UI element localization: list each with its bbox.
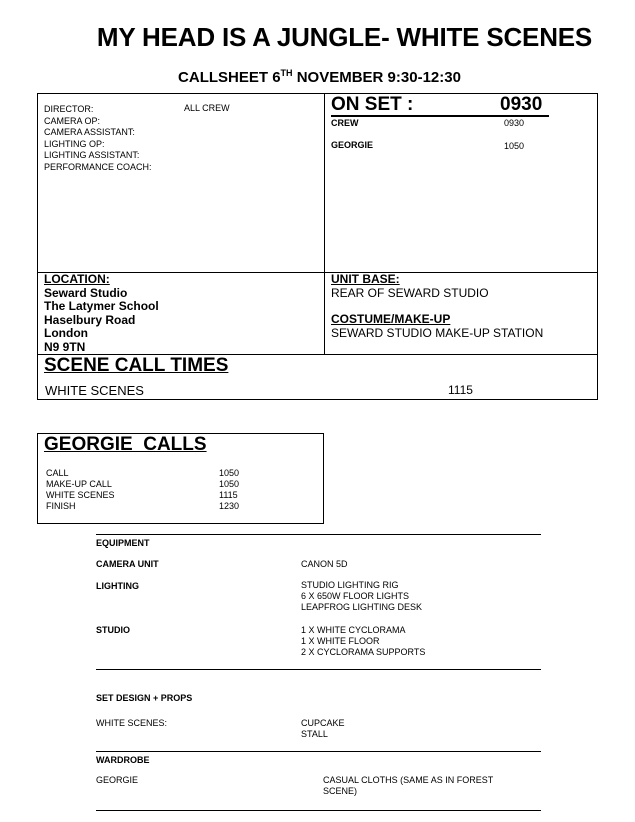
scene-calls-heading: SCENE CALL TIMES [44,355,229,376]
georgie-call-label: FINISH [46,501,76,511]
costume-value: SEWARD STUDIO MAKE-UP STATION [331,325,544,340]
georgie-call-label: MAKE-UP CALL [46,479,112,489]
location-line: Haselbury Road [44,312,136,327]
lighting-value: STUDIO LIGHTING RIG [301,580,399,590]
crew-label: PERFORMANCE COACH: [44,161,152,172]
georgie-call-time: 1230 [219,501,240,511]
georgie-calls-times [219,468,239,512]
wardrobe-values [323,775,493,797]
location-line: The Latymer School [44,299,159,313]
crew-label: LIGHTING ASSISTANT: [44,150,140,160]
lighting-label: LIGHTING [96,581,139,591]
director-value: ALL CREW [184,103,230,113]
location-line: Seward Studio [44,285,128,300]
costume-heading: COSTUME/MAKE-UP [331,312,451,326]
on-set-underline [331,115,549,117]
studio-label: STUDIO [96,625,131,635]
georgie-call-label: WHITE SCENES [46,490,115,500]
unit-base-heading: UNIT BASE: [331,272,400,286]
georgie-call-time: 1050 [219,468,240,478]
camera-unit-value: CANON 5D [301,559,348,569]
camera-unit-label: CAMERA UNIT [96,559,159,569]
location-line: London [44,326,88,340]
studio-value: 2 X CYCLORAMA SUPPORTS [301,647,426,657]
crew-label: LIGHTING OP: [44,138,105,149]
equipment-top-rule [96,534,541,535]
location-line: N9 9TN [44,339,86,354]
equipment-heading: EQUIPMENT [96,538,150,548]
wardrobe-value: SCENE) [323,786,358,796]
georgie-calls-heading: GEORGIE CALLS [44,434,207,455]
wardrobe-label: GEORGIE [96,775,139,785]
set-design-value: STALL [301,729,328,739]
on-set-crew-name: CREW [331,118,359,128]
on-set-label: ON SET : [331,94,414,115]
callsheet-sup: TH [280,68,293,78]
georgie-call-label: CALL [46,468,69,478]
set-design-value: CUPCAKE [301,718,345,728]
set-design-heading: SET DESIGN + PROPS [96,693,193,703]
on-set-georgie-time: 1050 [504,141,525,151]
location-heading: LOCATION: [44,272,110,286]
callsheet-prefix: CALLSHEET 6 [178,69,281,86]
lighting-value: 6 X 650W FLOOR LIGHTS [301,591,410,601]
unit-base-value: REAR OF SEWARD STUDIO [331,285,489,300]
wardrobe-value: CASUAL CLOTHS (SAME AS IN FOREST [323,775,494,785]
crew-label: CAMERA ASSISTANT: [44,127,135,137]
set-design-rule [96,751,541,752]
georgie-call-time: 1050 [219,479,240,489]
callsheet-suffix: NOVEMBER 9:30-12:30 [292,69,461,86]
crew-label: CAMERA OP: [44,115,101,126]
scene-calls-time: 1115 [448,383,473,397]
georgie-call-time: 1115 [219,490,238,500]
georgie-calls-labels [46,468,115,512]
lighting-value: LEAPFROG LIGHTING DESK [301,602,423,612]
on-set-crew-time: 0930 [504,118,525,128]
callsheet-date [0,68,635,86]
on-set-time: 0930 [500,94,543,115]
page-title: MY HEAD IS A JUNGLE- WHITE SCENES [96,22,593,52]
on-set-georgie-name: GEORGIE [331,140,374,150]
crew-label: DIRECTOR: [44,104,94,114]
location-block [44,273,159,354]
scene-calls-scene: WHITE SCENES [45,383,144,398]
studio-value: 1 X WHITE FLOOR [301,636,380,646]
crew-labels [44,104,152,173]
equipment-bottom-rule [96,669,541,670]
studio-value: 1 X WHITE CYCLORAMA [301,625,406,635]
table-vertical-divider [324,93,325,355]
set-design-values [301,718,345,740]
set-design-label: WHITE SCENES: [96,718,168,728]
unit-base-block [331,273,543,340]
lighting-values [301,580,422,613]
studio-values [301,625,425,658]
wardrobe-heading: WARDROBE [96,755,150,765]
wardrobe-bottom-rule [96,810,541,811]
